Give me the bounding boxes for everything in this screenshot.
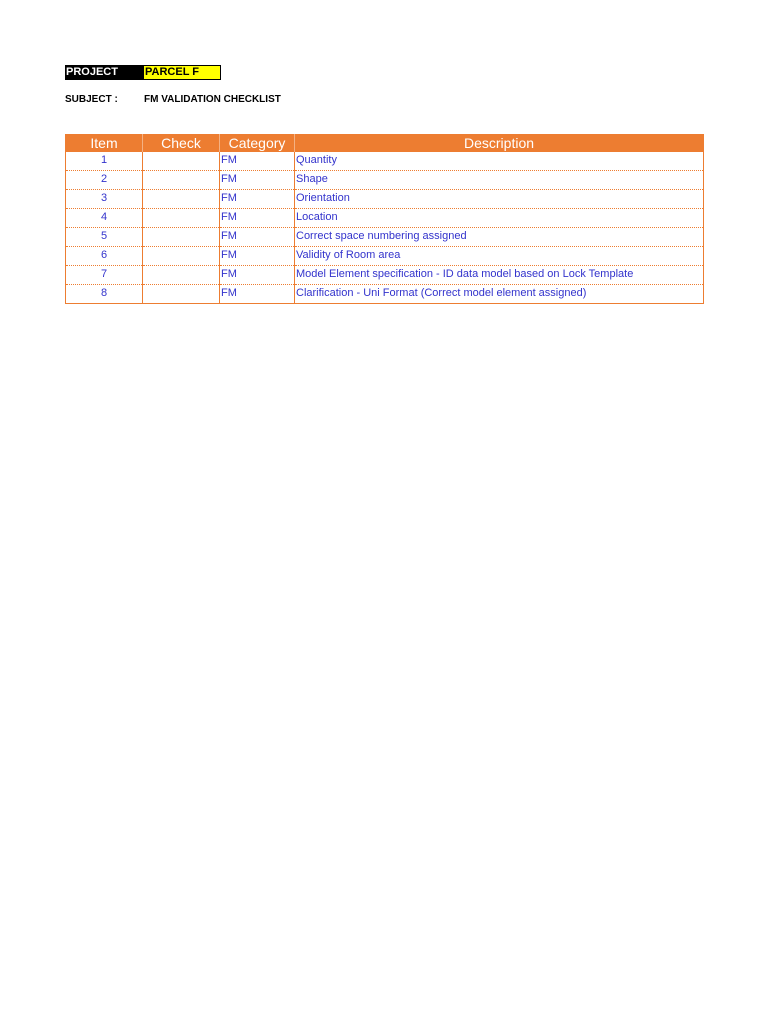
column-header-description[interactable]: Description [295,135,704,153]
description-cell[interactable]: Orientation [295,190,704,209]
description-cell[interactable]: Model Element specification - ID data model based on Lock Template [295,266,704,285]
subject-row [65,94,281,106]
item-cell[interactable]: 1 [66,152,143,171]
project-row [65,65,221,80]
check-cell[interactable] [143,266,220,285]
description-cell[interactable]: Clarification - Uni Format (Correct model element assigned) [295,285,704,304]
description-cell[interactable]: Quantity [295,152,704,171]
item-cell[interactable]: 2 [66,171,143,190]
table-header-row [66,135,704,153]
check-cell[interactable] [143,190,220,209]
validation-checklist-table [65,134,704,304]
description-cell[interactable]: Shape [295,171,704,190]
check-cell[interactable] [143,209,220,228]
item-cell[interactable]: 7 [66,266,143,285]
item-cell[interactable]: 3 [66,190,143,209]
category-cell[interactable]: FM [220,171,295,190]
column-header-check[interactable]: Check [143,135,220,153]
check-cell[interactable] [143,247,220,266]
description-cell[interactable]: Validity of Room area [295,247,704,266]
table-row [66,209,704,228]
table-row [66,190,704,209]
table-row [66,285,704,304]
check-cell[interactable] [143,171,220,190]
subject-value[interactable]: FM VALIDATION CHECKLIST [144,94,281,105]
subject-label: SUBJECT : [65,94,118,105]
table-row [66,171,704,190]
description-cell[interactable]: Correct space numbering assigned [295,228,704,247]
category-cell[interactable]: FM [220,247,295,266]
item-cell[interactable]: 8 [66,285,143,304]
item-cell[interactable]: 5 [66,228,143,247]
column-header-item[interactable]: Item [66,135,143,153]
category-cell[interactable]: FM [220,190,295,209]
table-row [66,266,704,285]
check-cell[interactable] [143,228,220,247]
category-cell[interactable]: FM [220,228,295,247]
category-cell[interactable]: FM [220,285,295,304]
check-cell[interactable] [143,152,220,171]
description-cell[interactable]: Location [295,209,704,228]
item-cell[interactable]: 6 [66,247,143,266]
table-row [66,247,704,266]
category-cell[interactable]: FM [220,209,295,228]
category-cell[interactable]: FM [220,266,295,285]
column-header-category[interactable]: Category [220,135,295,153]
item-cell[interactable]: 4 [66,209,143,228]
check-cell[interactable] [143,285,220,304]
table-row [66,228,704,247]
table-row [66,152,704,171]
project-label: PROJECT [65,65,143,80]
category-cell[interactable]: FM [220,152,295,171]
project-value[interactable]: PARCEL F [143,65,221,80]
